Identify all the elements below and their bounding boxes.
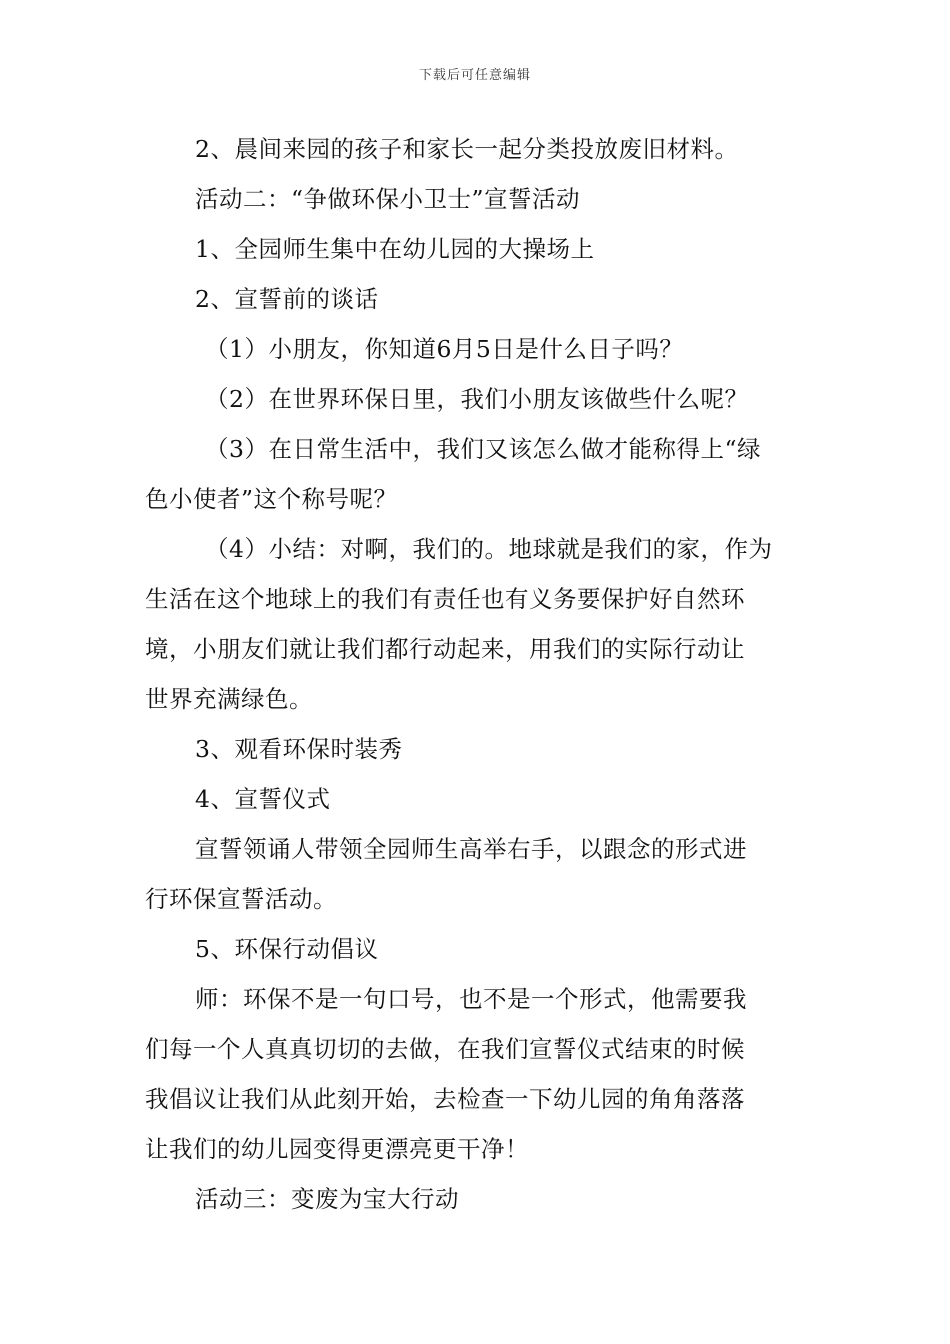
paragraph-line: 师：环保不是一句口号，也不是一个形式，他需要我 — [195, 985, 747, 1013]
paragraph-line: （1）小朋友，你知道6月5日是什么日子吗？ — [205, 335, 684, 363]
paragraph-line: 让我们的幼儿园变得更漂亮更干净！ — [145, 1135, 529, 1163]
document-body — [145, 124, 815, 1224]
paragraph-line: 我倡议让我们从此刻开始，去检查一下幼儿园的角角落落 — [145, 1085, 745, 1113]
paragraph-line: 2、宣誓前的谈话 — [195, 285, 379, 313]
paragraph-line: 行环保宣誓活动。 — [145, 885, 337, 913]
paragraph-line: 们每一个人真真切切的去做，在我们宣誓仪式结束的时候 — [145, 1035, 745, 1063]
page-header: 下载后可任意编辑 — [418, 68, 531, 83]
paragraph-line: （4）小结：对啊，我们的。地球就是我们的家，作为 — [205, 535, 773, 563]
paragraph-line: 5、环保行动倡议 — [195, 935, 379, 963]
paragraph-line: （3）在日常生活中，我们又该怎么做才能称得上“绿 — [205, 435, 761, 463]
paragraph-line: 世界充满绿色。 — [145, 685, 313, 713]
paragraph-line: 3、观看环保时装秀 — [195, 735, 403, 763]
paragraph-line: 色小使者”这个称号呢？ — [145, 485, 398, 513]
paragraph-line: （2）在世界环保日里，我们小朋友该做些什么呢？ — [205, 385, 749, 413]
paragraph-line: 境，小朋友们就让我们都行动起来，用我们的实际行动让 — [145, 635, 745, 663]
paragraph-line: 4、宣誓仪式 — [195, 785, 331, 813]
section-heading: 活动二：“争做环保小卫士”宣誓活动 — [195, 185, 581, 213]
paragraph-line: 宣誓领诵人带领全园师生高举右手，以跟念的形式进 — [195, 835, 747, 863]
section-heading: 活动三：变废为宝大行动 — [195, 1185, 459, 1213]
paragraph-line: 2、晨间来园的孩子和家长一起分类投放废旧材料。 — [195, 135, 739, 163]
paragraph-line: 生活在这个地球上的我们有责任也有义务要保护好自然环 — [145, 585, 745, 613]
paragraph-line: 1、全园师生集中在幼儿园的大操场上 — [195, 235, 595, 263]
